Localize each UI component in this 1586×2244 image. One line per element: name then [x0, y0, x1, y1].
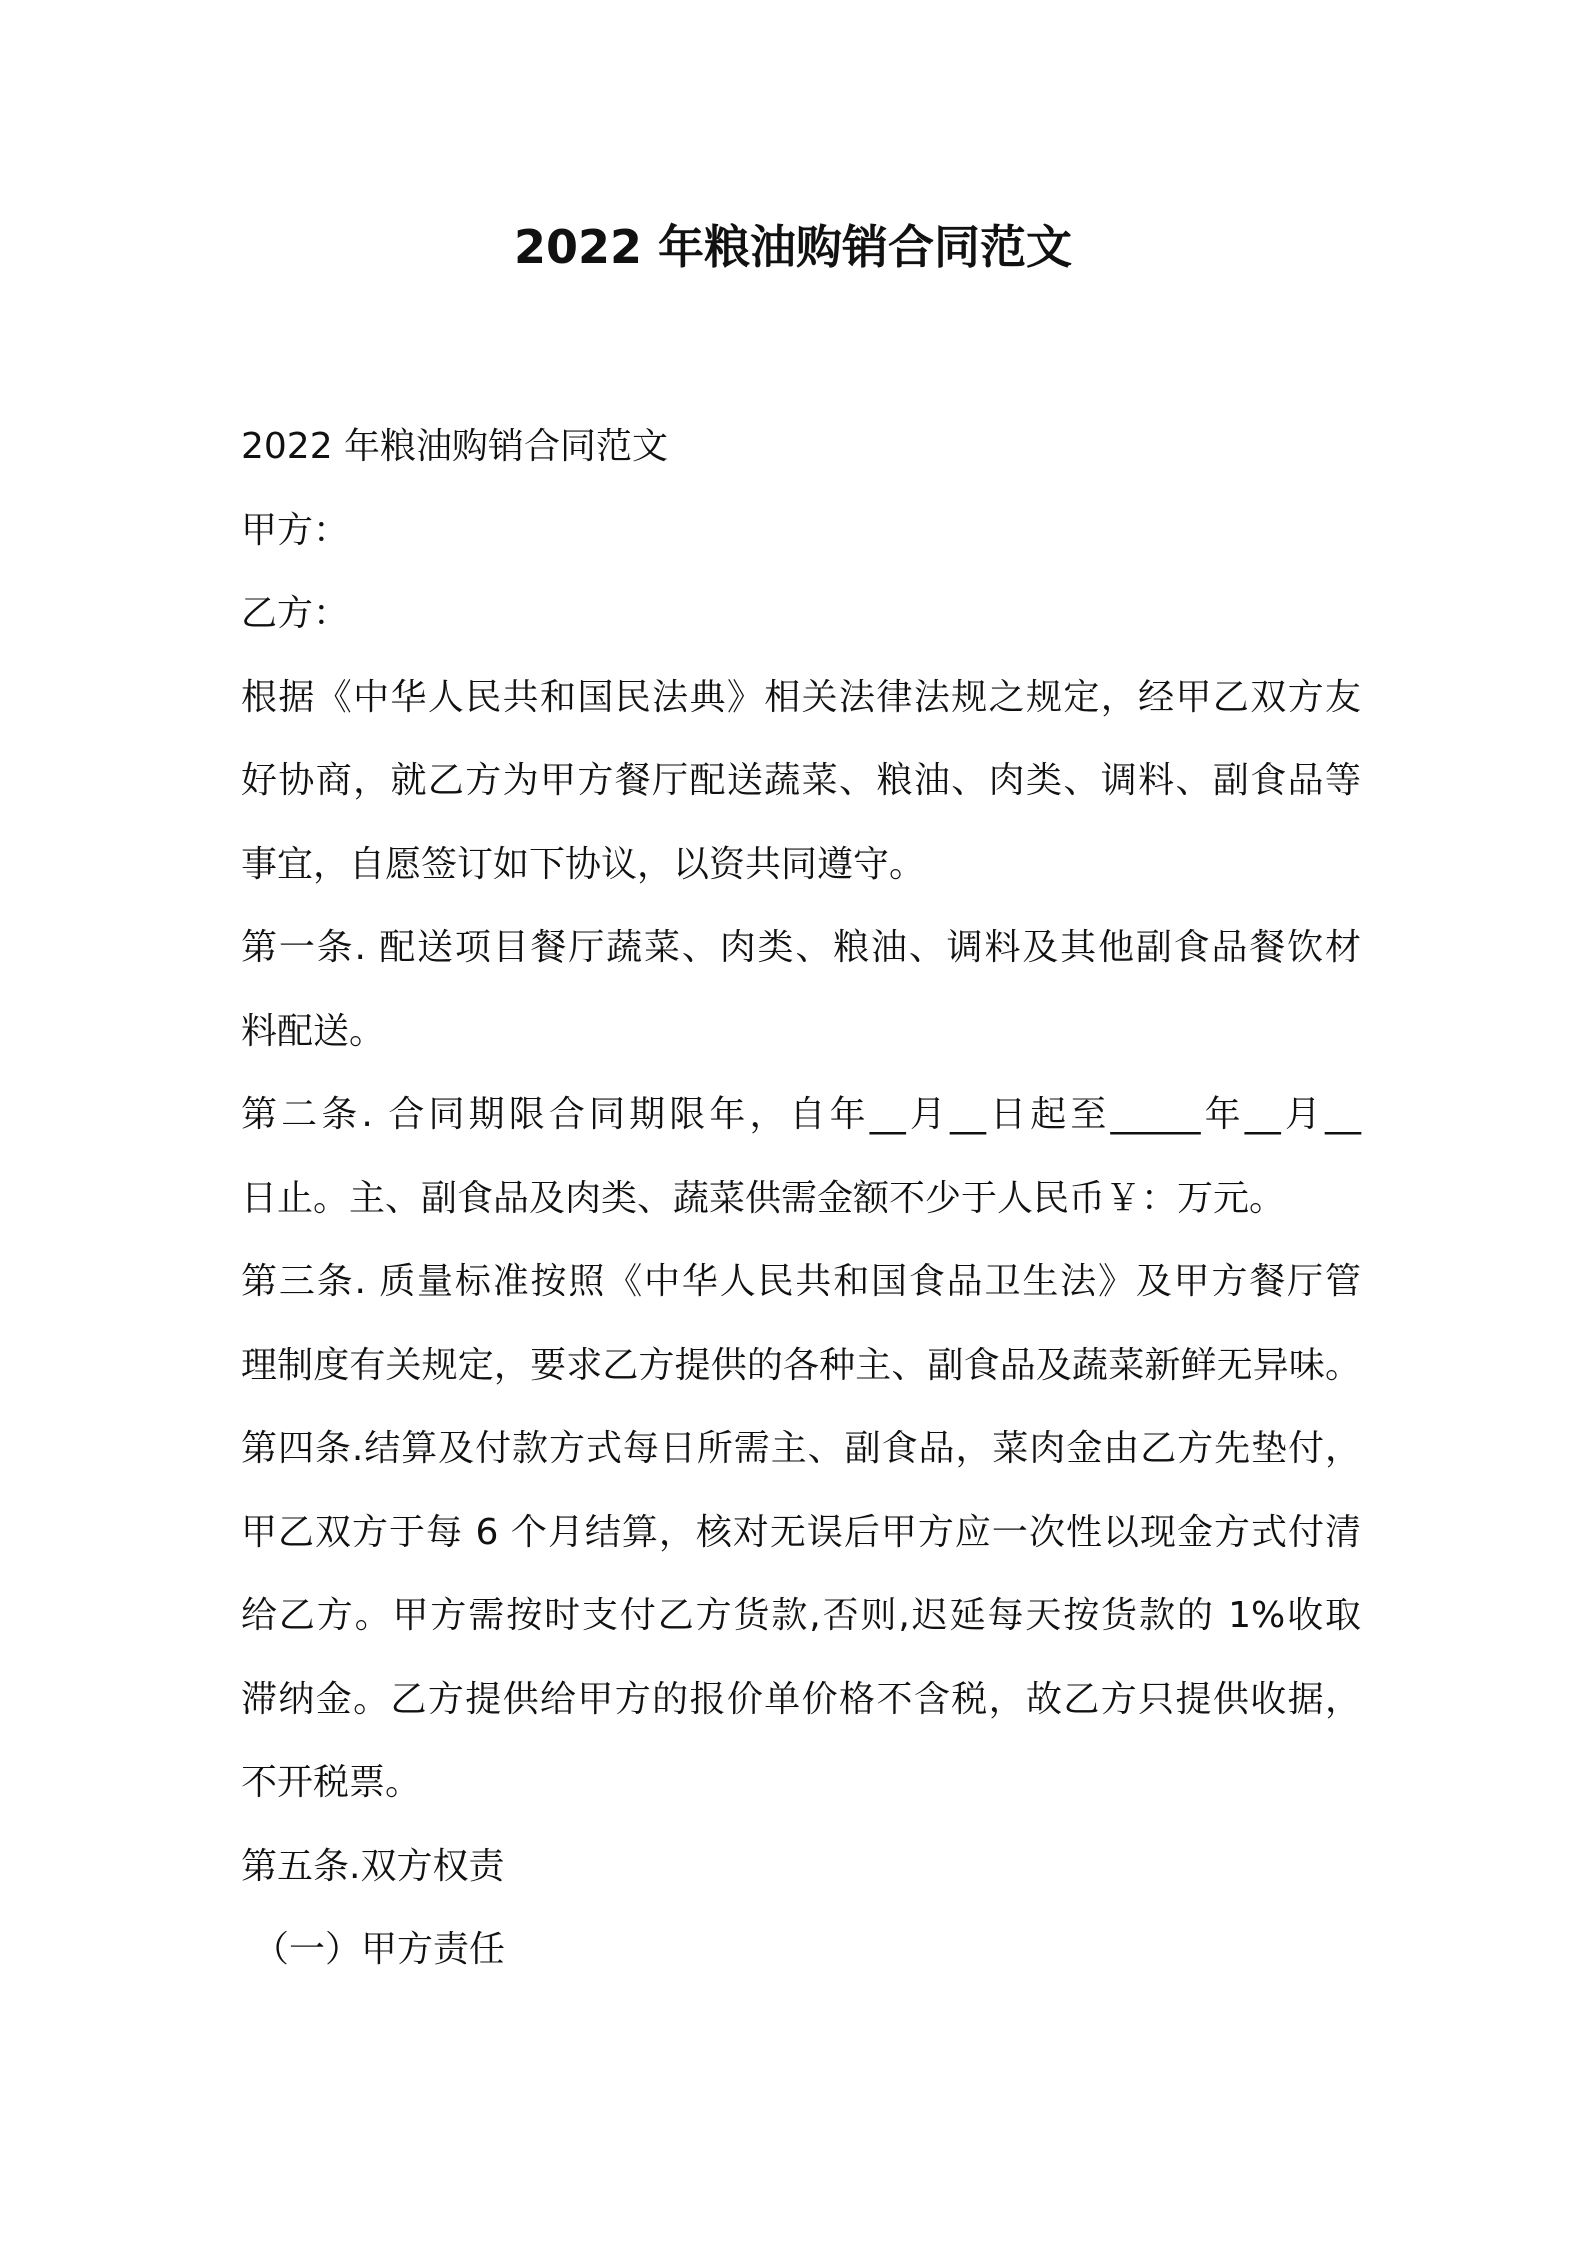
section-heading: （一）甲方责任 [253, 1929, 506, 1970]
article-4-line: 甲乙双方于每 6 个月结算，核对无误后甲方应一次性以现金方式付清 [241, 1511, 1361, 1553]
article-2-line: 日止。主、副食品及肉类、蔬菜供需金额不少于人民币￥：万元。 [241, 1177, 1286, 1219]
paragraph-line: 事宜，自愿签订如下协议，以资共同遵守。 [241, 843, 926, 885]
subtitle-line: 2022 年粮油购销合同范文 [241, 426, 669, 467]
article-3-line: 理制度有关规定，要求乙方提供的各种主、副食品及蔬菜新鲜无异味。 [241, 1344, 1361, 1386]
article-1-line: 第一条. 配送项目餐厅蔬菜、肉类、粮油、调料及其他副食品餐饮材 [241, 927, 1361, 968]
party-b-line: 乙方： [241, 593, 350, 634]
article-4-line: 给乙方。甲方需按时支付乙方货款,否则,迟延每天按货款的 1%收取 [241, 1595, 1361, 1636]
article-2-line: 第二条. 合同期限合同期限年，自年__月__日起至_____年__月__ [241, 1094, 1361, 1135]
article-4-line: 不开税票。 [241, 1762, 422, 1803]
paragraph-line: 好协商，就乙方为甲方餐厅配送蔬菜、粮油、肉类、调料、副食品等 [241, 760, 1361, 801]
document-body [241, 405, 1361, 1992]
article-4-line: 第四条.结算及付款方式每日所需主、副食品，菜肉金由乙方先垫付， [241, 1428, 1361, 1469]
paragraph-line: 根据《中华人民共和国民法典》相关法律法规之规定，经甲乙双方友 [241, 676, 1361, 718]
document-title: 2022 年粮油购销合同范文 [513, 220, 1073, 274]
party-a-line: 甲方： [241, 509, 350, 551]
article-4-line: 滞纳金。乙方提供给甲方的报价单价格不含税，故乙方只提供收据， [241, 1678, 1361, 1720]
article-3-line: 第三条. 质量标准按照《中华人民共和国食品卫生法》及甲方餐厅管 [241, 1261, 1361, 1302]
article-1-line: 料配送。 [241, 1010, 386, 1052]
article-5-heading: 第五条.双方权责 [241, 1845, 505, 1887]
